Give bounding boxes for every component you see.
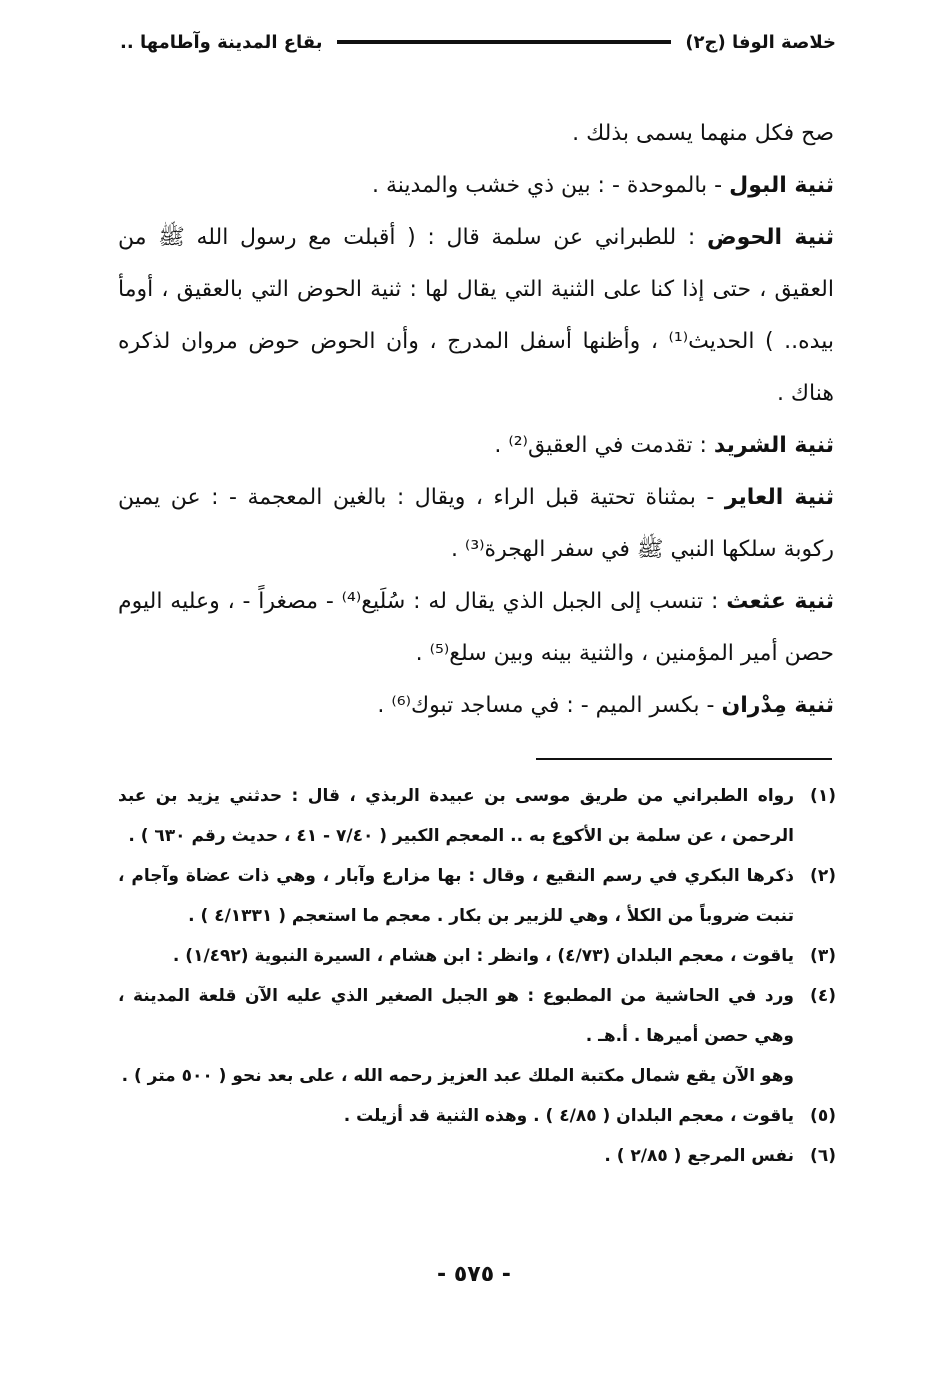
footnote xyxy=(118,936,836,976)
paragraph xyxy=(118,108,834,160)
footnote xyxy=(118,1136,836,1176)
entry-heading: ثنية العاير xyxy=(724,485,835,510)
entry-heading: ثنية البول xyxy=(729,173,834,198)
paragraph xyxy=(118,680,834,732)
footnote xyxy=(118,1096,836,1136)
entry-heading: ثنية عثعث xyxy=(726,589,834,614)
entry-heading: ثنية الشريد xyxy=(713,433,834,458)
paragraph xyxy=(118,472,834,576)
footnote-number: (١) xyxy=(810,786,836,806)
entry-heading: ثنية الحوض xyxy=(707,225,834,250)
footnote-text: رواه الطبراني من طريق موسى بن عبيدة الربذي ، قال : حدثني يزيد بن عبد الرحمن ، عن سلمة بن الأكوع به .. المعجم الكبير ( ٧/٤٠ - ٤١ ، حديث رقم ٦٣٠ ) . xyxy=(118,786,794,846)
footnote-number: (٦) xyxy=(810,1146,836,1166)
paragraph xyxy=(118,576,834,680)
header-chapter-title: بقاع المدينة وآطامها .. xyxy=(120,31,323,53)
footnote xyxy=(118,976,836,1056)
footnote-text: نفس المرجع ( ٢/٨٥ ) . xyxy=(604,1146,794,1166)
paragraph xyxy=(118,212,834,420)
footnote-continuation xyxy=(118,1056,836,1096)
footnote-number: (٤) xyxy=(810,986,836,1006)
footnote-text: ورد في الحاشية من المطبوع : هو الجبل الصغير الذي عليه الآن قلعة المدينة ، وهي حصن أميرها . أ.هـ . xyxy=(118,986,794,1046)
entry-text: - بكسر الميم - : في مساجد تبوك⁽⁶⁾ . xyxy=(377,693,722,718)
paragraph xyxy=(118,420,834,472)
footnote-number: (٢) xyxy=(810,866,836,886)
entry-text: : تنسب إلى الجبل الذي يقال له : سُلَيع⁽⁴⁾ - مصغراً - ، وعليه اليوم حصن أمير المؤمنين ، والثنية بينه وبين سلع⁽⁵⁾ . xyxy=(118,589,834,666)
footnote xyxy=(118,856,836,936)
entry-text: : للطبراني عن سلمة قال : ( أقبلت مع رسول الله ﷺ من العقيق ، حتى إذا كنا على الثنية التي يقال لها : ثنية الحوض التي بالعقيق ، أومأ بيده.. ) الحديث⁽¹⁾ ، وأظنها أسفل المدرج ، وأن الحوض حوض مروان لذكره هناك . xyxy=(118,225,834,406)
footnote-number: (٥) xyxy=(810,1106,836,1126)
footnote-text: ياقوت ، معجم البلدان ( ٤/٨٥ ) . وهذه الثنية قد أزيلت . xyxy=(343,1106,794,1126)
footnotes xyxy=(118,776,836,1176)
footnote-text: ياقوت ، معجم البلدان (٤/٧٣) ، وانظر : ابن هشام ، السيرة النبوية (١/٤٩٢) . xyxy=(172,946,794,966)
footnote-number xyxy=(794,1056,836,1096)
footnote-number: (٣) xyxy=(810,946,836,966)
running-header xyxy=(120,24,836,60)
main-text xyxy=(118,108,834,732)
page-number: - ٥٧٥ - xyxy=(437,1262,511,1287)
footnote-text: ذكرها البكري في رسم النقيع ، وقال : بها مزارع وآبار ، وهي ذات عضاة وآجام ، تنبت ضروباً من الكلأ ، وهي للزبير بن بكار . معجم ما استعجم ( ٤/١٣٣١ ) . xyxy=(118,866,794,926)
footnote-text: وهو الآن يقع شمال مكتبة الملك عبد العزيز رحمه الله ، على بعد نحو ( ٥٠٠ متر ) . xyxy=(121,1066,794,1086)
entry-text: - بالموحدة - : بين ذي خشب والمدينة . xyxy=(371,173,730,198)
paragraph xyxy=(118,160,834,212)
entry-text: - بمثناة تحتية قبل الراء ، ويقال : بالغين المعجمة - : عن يمين ركوبة سلكها النبي ﷺ في سفر الهجرة⁽³⁾ . xyxy=(118,485,834,562)
entry-text: صح فكل منهما يسمى بذلك . xyxy=(572,121,834,146)
entry-text: : تقدمت في العقيق⁽²⁾ . xyxy=(494,433,714,458)
header-book-title: خلاصة الوفا (ج٢) xyxy=(685,31,836,53)
entry-heading: ثنية مِدْران xyxy=(721,693,834,718)
footnote xyxy=(118,776,836,856)
header-rule xyxy=(337,40,672,44)
footnote-separator xyxy=(536,758,832,760)
